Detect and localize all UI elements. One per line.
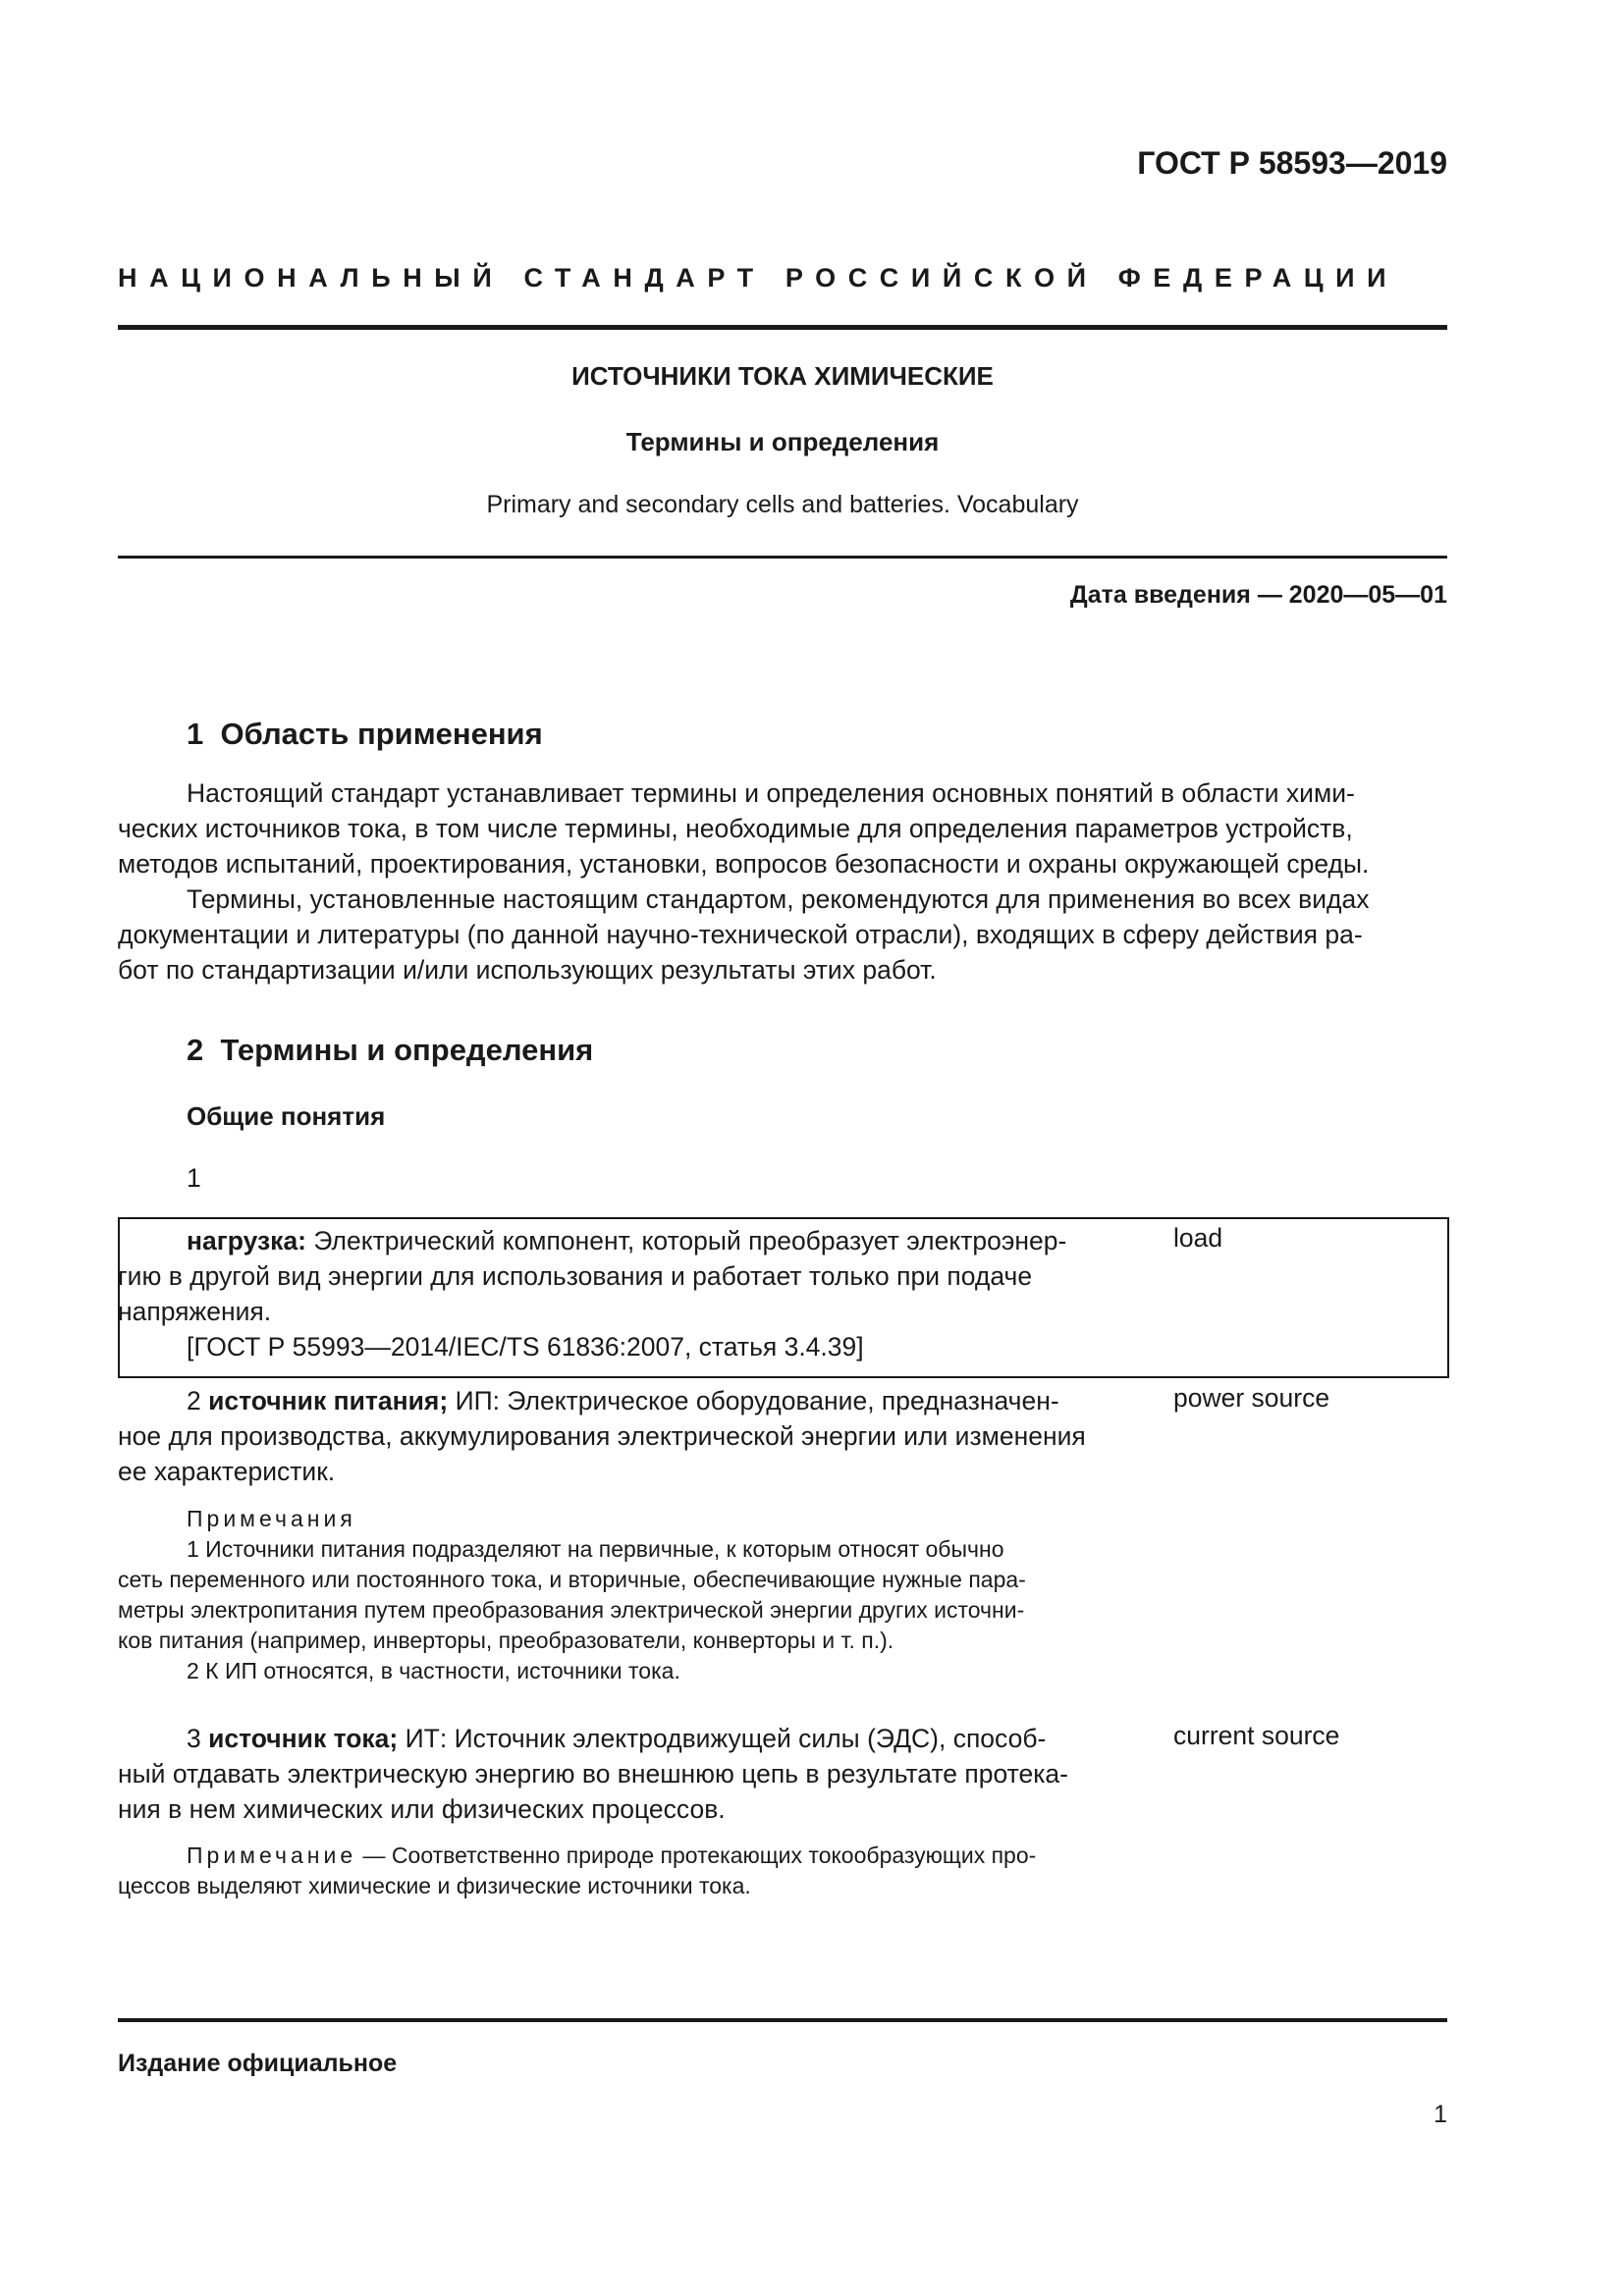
top-rule <box>118 325 1447 330</box>
page-number: 1 <box>1434 2101 1447 2128</box>
title-rule <box>118 556 1447 559</box>
official-edition-label: Издание официальное <box>118 2050 398 2077</box>
text-line: ИП: Электрическое оборудование, предназначен- <box>448 1386 1059 1415</box>
term-2-first-line <box>187 1383 1059 1418</box>
text-line: ков питания (например, инверторы, преобразователи, конверторы и т. п.). <box>118 1628 894 1653</box>
standard-title: ИСТОЧНИКИ ТОКА ХИМИЧЕСКИЕ <box>571 361 994 391</box>
term-1-number: 1 <box>187 1163 201 1193</box>
text-line: напряжения. <box>118 1297 272 1326</box>
term-3-number: 3 <box>187 1724 209 1753</box>
term-2-note-2: 2 К ИП относятся, в частности, источники тока. <box>187 1658 680 1683</box>
document-number: ГОСТ Р 58593—2019 <box>1137 145 1447 181</box>
term-2-term: источник питания; <box>208 1386 449 1415</box>
term-1-first-line <box>187 1223 1186 1258</box>
term-2-english: power source <box>1173 1383 1330 1413</box>
text-line: ный отдавать электрическую энергию во внешнюю цепь в результате протека- <box>118 1759 1068 1789</box>
text-line: документации и литературы (по данной научно-технической отрасли), входящих в сферу действия ра- <box>118 920 1363 949</box>
term-3-first-line <box>187 1721 1046 1756</box>
text-line: ческих источников тока, в том числе термины, необходимые для определения параметров устройств, <box>118 814 1353 843</box>
introduction-date: Дата введения — 2020—05—01 <box>1069 581 1447 609</box>
text-line: бот по стандартизации и/или использующих результаты этих работ. <box>118 955 937 985</box>
text-line: ее характеристик. <box>118 1457 336 1486</box>
term-2-number: 2 <box>187 1386 209 1415</box>
term-2-notes-label: Примечания <box>187 1506 356 1531</box>
term-3-english: current source <box>1173 1721 1340 1750</box>
text-line: Настоящий стандарт устанавливает термины и определения основных понятий в области хими- <box>187 778 1355 808</box>
term-3-term: источник тока; <box>208 1724 399 1753</box>
term-1-term: нагрузка: <box>187 1226 307 1255</box>
term-3-note-first-line <box>187 1841 1036 1871</box>
national-standard-banner: НАЦИОНАЛЬНЫЙ СТАНДАРТ РОССИЙСКОЙ ФЕДЕРАЦИИ <box>118 263 1399 293</box>
footer-rule <box>118 2018 1447 2022</box>
text-line: методов испытаний, проектирования, установки, вопросов безопасности и охраны окружающей среды. <box>118 849 1370 879</box>
text-line: цессов выделяют химические и физические источники тока. <box>118 1873 751 1898</box>
text-line: — Соответственно природе протекающих токообразующих про- <box>356 1842 1037 1868</box>
section-2-heading: 2 Термины и определения <box>187 1033 594 1067</box>
standard-english-title: Primary and secondary cells and batteries. Vocabulary <box>486 491 1079 518</box>
text-line: ИТ: Источник электродвижущей силы (ЭДС), способ- <box>398 1724 1047 1753</box>
text-line: метры электропитания путем преобразования электрической энергии других источни- <box>118 1597 1025 1623</box>
standard-subtitle: Термины и определения <box>625 427 940 456</box>
text-line: 1 Источники питания подразделяют на первичные, к которым относят обычно <box>187 1536 1004 1562</box>
text-line: сеть переменного или постоянного тока, и вторичные, обеспечивающие нужные пара- <box>118 1567 1026 1592</box>
general-concepts-subheading: Общие понятия <box>187 1101 386 1131</box>
section-1-paragraph-1 <box>118 775 1447 811</box>
term-3-note-label: Примечание <box>187 1842 357 1868</box>
text-line: ное для производства, аккумулирования электрической энергии или изменения <box>118 1421 1086 1451</box>
text-line: гию в другой вид энергии для использования и работает только при подаче <box>118 1261 1033 1291</box>
term-1-reference: [ГОСТ Р 55993—2014/IEC/TS 61836:2007, статья 3.4.39] <box>187 1332 864 1362</box>
text-line: Электрический компонент, который преобразует электроэнер- <box>306 1226 1067 1255</box>
text-line: ния в нем химических или физических процессов. <box>118 1794 726 1824</box>
term-1-english: load <box>1173 1223 1223 1253</box>
section-1-heading: 1 Область применения <box>187 717 543 751</box>
text-line: Термины, установленные настоящим стандартом, рекомендуются для применения во всех видах <box>187 884 1370 914</box>
